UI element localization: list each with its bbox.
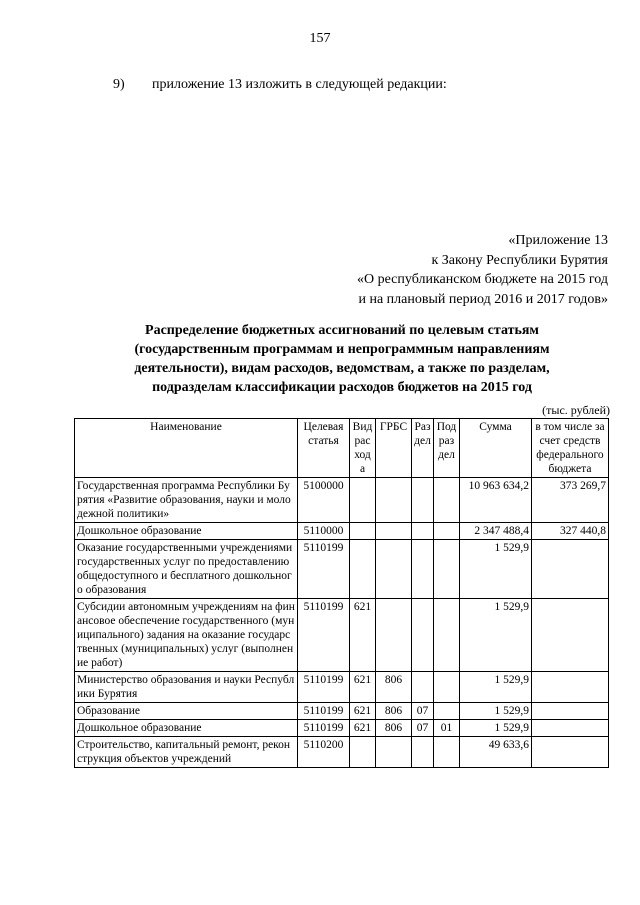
appendix-line: «О республиканском бюджете на 2015 год (357, 272, 608, 287)
cell-grbs: 806 (376, 672, 412, 703)
cell-section (412, 540, 434, 599)
page-number: 157 (309, 31, 331, 46)
item-text: приложение 13 изложить в следующей редакции: (152, 77, 447, 92)
cell-subsection (434, 703, 460, 720)
header-sum: Сумма (460, 419, 532, 478)
cell-federal (532, 737, 609, 768)
table-row (75, 523, 609, 540)
title-line: деятельности), видам расходов, ведомствам, а также по разделам, (134, 361, 550, 376)
table-row (75, 703, 609, 720)
cell-subsection (434, 737, 460, 768)
cell-name: Министерство образования и науки Республики Бурятия (75, 672, 298, 703)
cell-subsection (434, 523, 460, 540)
appendix-line: «Приложение 13 (508, 233, 608, 248)
cell-section (412, 599, 434, 672)
cell-grbs (376, 523, 412, 540)
cell-section (412, 523, 434, 540)
cell-target: 5100000 (298, 478, 350, 523)
cell-name: Государственная программа Республики Бурятия «Развитие образования, науки и молодежной политики» (75, 478, 298, 523)
cell-sum: 2 347 488,4 (460, 523, 532, 540)
cell-federal (532, 540, 609, 599)
cell-sum: 10 963 634,2 (460, 478, 532, 523)
cell-federal: 373 269,7 (532, 478, 609, 523)
cell-section (412, 478, 434, 523)
title-line: Распределение бюджетных ассигнований по целевым статьям (145, 323, 539, 338)
cell-kind: 621 (350, 672, 376, 703)
title-line: (государственным программам и непрограммным направлениям (134, 342, 550, 357)
cell-target: 5110000 (298, 523, 350, 540)
header-federal: в том числе за счет средств федерального бюджета (532, 419, 609, 478)
table-row (75, 720, 609, 737)
cell-name: Строительство, капитальный ремонт, реконструкция объектов учреждений (75, 737, 298, 768)
cell-target: 5110199 (298, 672, 350, 703)
cell-subsection (434, 672, 460, 703)
table-header-row (75, 419, 609, 478)
cell-grbs (376, 478, 412, 523)
table-row (75, 478, 609, 523)
header-target: Целевая статья (298, 419, 350, 478)
cell-sum: 1 529,9 (460, 703, 532, 720)
header-section: Раздел (412, 419, 434, 478)
budget-table (74, 418, 609, 768)
cell-target: 5110200 (298, 737, 350, 768)
cell-federal (532, 672, 609, 703)
cell-sum: 1 529,9 (460, 540, 532, 599)
appendix-header (357, 231, 608, 309)
cell-federal (532, 599, 609, 672)
header-subsection: Подраздел (434, 419, 460, 478)
table-row (75, 672, 609, 703)
cell-kind: 621 (350, 599, 376, 672)
cell-section (412, 737, 434, 768)
cell-section (412, 672, 434, 703)
units-label: (тыс. рублей) (542, 403, 610, 417)
cell-kind: 621 (350, 703, 376, 720)
table-row (75, 737, 609, 768)
cell-kind: 621 (350, 720, 376, 737)
cell-federal (532, 720, 609, 737)
cell-sum: 49 633,6 (460, 737, 532, 768)
cell-grbs (376, 737, 412, 768)
cell-name: Оказание государственными учреждениями государственных услуг по предоставлению общедоступного и бесплатного дошкольного образования (75, 540, 298, 599)
cell-name: Дошкольное образование (75, 523, 298, 540)
cell-federal (532, 703, 609, 720)
cell-kind (350, 478, 376, 523)
item-number: 9) (113, 77, 125, 92)
cell-sum: 1 529,9 (460, 599, 532, 672)
document-title (74, 321, 610, 397)
cell-section: 07 (412, 703, 434, 720)
cell-kind (350, 523, 376, 540)
cell-section: 07 (412, 720, 434, 737)
cell-target: 5110199 (298, 703, 350, 720)
cell-grbs (376, 540, 412, 599)
title-line: подразделам классификации расходов бюджетов на 2015 год (152, 380, 532, 395)
cell-federal: 327 440,8 (532, 523, 609, 540)
cell-grbs (376, 599, 412, 672)
appendix-line: и на плановый период 2016 и 2017 годов» (358, 291, 608, 307)
header-kind: Вид расхода (350, 419, 376, 478)
appendix-line: к Закону Республики Бурятия (431, 252, 608, 268)
cell-kind (350, 540, 376, 599)
cell-name: Дошкольное образование (75, 720, 298, 737)
table-row (75, 599, 609, 672)
cell-target: 5110199 (298, 599, 350, 672)
cell-target: 5110199 (298, 720, 350, 737)
cell-sum: 1 529,9 (460, 720, 532, 737)
header-name: Наименование (75, 419, 298, 478)
table-row (75, 540, 609, 599)
cell-grbs: 806 (376, 720, 412, 737)
cell-sum: 1 529,9 (460, 672, 532, 703)
table-body (75, 478, 609, 768)
cell-subsection (434, 599, 460, 672)
header-grbs: ГРБС (376, 419, 412, 478)
cell-target: 5110199 (298, 540, 350, 599)
cell-subsection (434, 478, 460, 523)
cell-subsection: 01 (434, 720, 460, 737)
cell-subsection (434, 540, 460, 599)
cell-kind (350, 737, 376, 768)
cell-name: Субсидии автономным учреждениям на финансовое обеспечение государственного (муниципального) задания на оказание государственных (муниципальных) услуг (выполнение работ) (75, 599, 298, 672)
cell-grbs: 806 (376, 703, 412, 720)
cell-name: Образование (75, 703, 298, 720)
